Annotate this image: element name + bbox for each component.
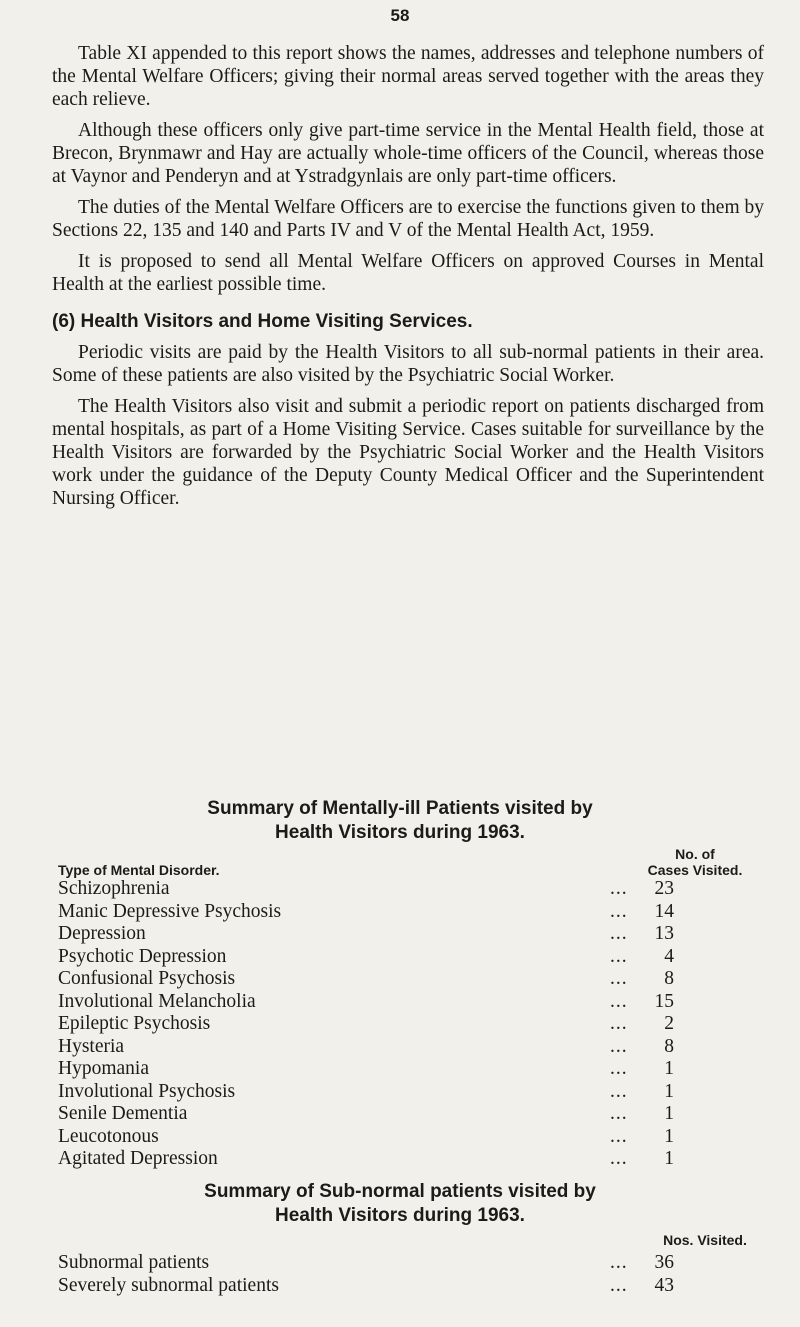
leader-dots: ... xyxy=(610,1125,628,1147)
disorder-label: Leucotonous xyxy=(58,1125,159,1147)
page-number: 58 xyxy=(390,6,410,25)
column-header-count xyxy=(620,846,770,878)
summary-title-mentally-ill xyxy=(0,797,800,845)
case-count: 1 xyxy=(664,1080,674,1102)
case-count: 1 xyxy=(664,1058,674,1079)
paragraph: The duties of the Mental Welfare Officers are to exercise the functions given to them by Sections 22, 135 and 140 and Parts IV and V of the Mental Health Act, 1959. xyxy=(52,197,764,241)
disorder-label: Depression xyxy=(58,923,146,944)
leader-dots: ... xyxy=(610,1252,628,1273)
disorder-label: Senile Dementia xyxy=(58,1103,188,1124)
table-row xyxy=(58,1275,748,1298)
case-count: 23 xyxy=(654,878,674,899)
case-count: 15 xyxy=(654,990,674,1012)
case-count: 2 xyxy=(664,1013,674,1034)
table-row xyxy=(58,1081,748,1104)
table-row xyxy=(58,878,748,901)
case-count: 13 xyxy=(654,923,674,944)
leader-dots: ... xyxy=(610,923,628,944)
leader-dots: ... xyxy=(610,878,628,899)
paragraph: Periodic visits are paid by the Health Visitors to all sub-normal patients in their area. Some of these patients are also visited by the Psychiatric Social Worker. xyxy=(52,342,764,386)
section-heading: (6) Health Visitors and Home Visiting Services. xyxy=(52,311,473,332)
visit-count: 43 xyxy=(654,1274,674,1296)
leader-dots: ... xyxy=(610,945,628,967)
disorder-label: Involutional Psychosis xyxy=(58,1080,236,1102)
disorder-label: Psychotic Depression xyxy=(58,945,227,967)
disorder-label: Schizophrenia xyxy=(58,878,170,899)
summary-title-line: Summary of Mentally-ill Patients visited by xyxy=(207,798,593,819)
case-count: 1 xyxy=(664,1103,674,1124)
paragraph: Table XI appended to this report shows the names, addresses and telephone numbers of the Mental Welfare Officers; giving their normal areas served together with the areas they each relieve. xyxy=(52,43,764,110)
case-count: 14 xyxy=(654,900,674,922)
case-count: 4 xyxy=(664,945,674,967)
summary-title-line: Summary of Sub-normal patients visited by xyxy=(204,1181,596,1202)
summary-title-line: Health Visitors during 1963. xyxy=(275,822,525,843)
table-row xyxy=(58,1103,748,1126)
table-row xyxy=(58,991,748,1014)
column-header-visited: Nos. Visited. xyxy=(663,1232,747,1248)
subnormal-table xyxy=(58,1252,748,1297)
disorder-label: Confusional Psychosis xyxy=(58,968,236,989)
disorder-label: Agitated Depression xyxy=(58,1148,218,1169)
summary-title-subnormal xyxy=(0,1180,800,1228)
table-row xyxy=(58,946,748,969)
leader-dots: ... xyxy=(610,1058,628,1079)
case-count: 8 xyxy=(664,1035,674,1057)
column-header-type: Type of Mental Disorder. xyxy=(58,862,220,878)
leader-dots: ... xyxy=(610,990,628,1012)
table-row xyxy=(58,901,748,924)
mentally-ill-table xyxy=(58,878,748,1171)
paragraph: It is proposed to send all Mental Welfare Officers on approved Courses in Mental Health at the earliest possible time. xyxy=(52,251,764,295)
paragraph: Although these officers only give part-time service in the Mental Health field, those at Brecon, Brynmawr and Hay are actually whole-time officers of the Council, whereas those at Vaynor and Penderyn and at Ystradgynlais are only part-time officers. xyxy=(52,120,764,187)
table-row xyxy=(58,1252,748,1275)
body-text xyxy=(52,42,764,518)
patient-category: Severely subnormal patients xyxy=(58,1274,279,1296)
case-count: 1 xyxy=(664,1125,674,1147)
disorder-label: Manic Depressive Psychosis xyxy=(58,900,282,922)
leader-dots: ... xyxy=(610,1035,628,1057)
patient-category: Subnormal patients xyxy=(58,1252,210,1273)
case-count: 1 xyxy=(664,1148,674,1169)
case-count: 8 xyxy=(664,968,674,989)
leader-dots: ... xyxy=(610,900,628,922)
table-row xyxy=(58,1058,748,1081)
leader-dots: ... xyxy=(610,1103,628,1124)
column-header-line: No. of xyxy=(675,846,715,862)
table-row xyxy=(58,1013,748,1036)
column-header-line: Cases Visited. xyxy=(647,862,743,878)
disorder-label: Hypomania xyxy=(58,1058,149,1079)
paragraph: The Health Visitors also visit and submit a periodic report on patients discharged from mental hospitals, as part of a Home Visiting Service. Cases suitable for surveillance by the Health Visitors are forwarded by the Psychiatric Social Worker and the Health Visitors work under the guidance of the Deputy County Medical Officer and the Superintendent Nursing Officer. xyxy=(52,396,764,509)
leader-dots: ... xyxy=(610,1080,628,1102)
leader-dots: ... xyxy=(610,968,628,989)
disorder-label: Involutional Melancholia xyxy=(58,990,256,1012)
leader-dots: ... xyxy=(610,1148,628,1169)
table-row xyxy=(58,1036,748,1059)
table-row xyxy=(58,923,748,946)
table-row xyxy=(58,1126,748,1149)
leader-dots: ... xyxy=(610,1013,628,1034)
table-row xyxy=(58,1148,748,1171)
summary-title-line: Health Visitors during 1963. xyxy=(275,1205,525,1226)
disorder-label: Epileptic Psychosis xyxy=(58,1013,211,1034)
leader-dots: ... xyxy=(610,1274,628,1296)
table-row xyxy=(58,968,748,991)
disorder-label: Hysteria xyxy=(58,1035,125,1057)
visit-count: 36 xyxy=(654,1252,674,1273)
